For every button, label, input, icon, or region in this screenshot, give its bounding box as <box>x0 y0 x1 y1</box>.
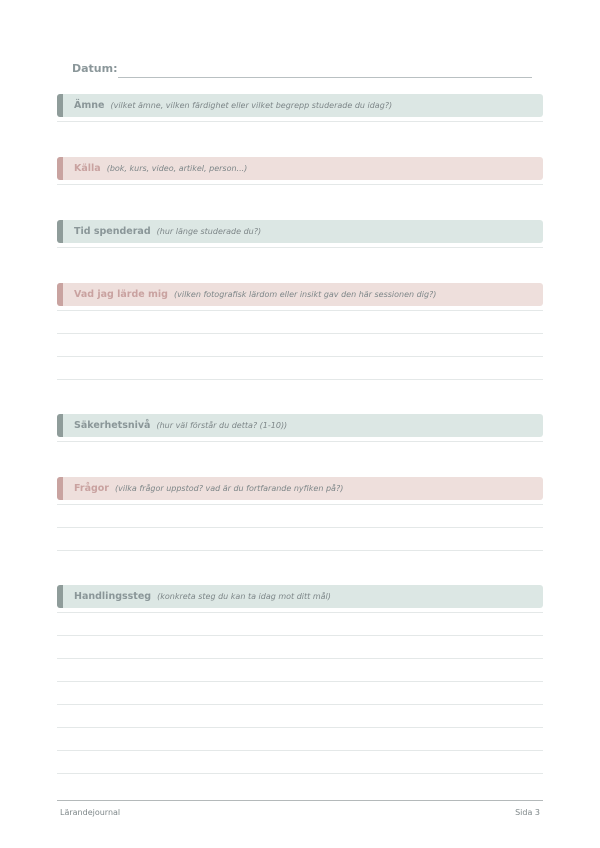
section-header <box>57 477 543 500</box>
section-hint: (bok, kurs, video, artikel, person...) <box>106 164 248 173</box>
writing-line[interactable] <box>57 658 543 659</box>
writing-line[interactable] <box>57 527 543 528</box>
writing-line[interactable] <box>57 333 543 334</box>
section-questions <box>57 477 543 500</box>
footer-page-number: Sida 3 <box>515 808 540 817</box>
section-title: Vad jag lärde mig <box>74 289 168 300</box>
writing-line[interactable] <box>57 750 543 751</box>
section-hint: (vilka frågor uppstod? vad är du fortfarande nyfiken på?) <box>115 484 344 493</box>
section-hint: (konkreta steg du kan ta idag mot ditt mål) <box>157 592 331 601</box>
writing-line[interactable] <box>57 247 543 248</box>
section-header <box>57 157 543 180</box>
writing-line[interactable] <box>57 379 543 380</box>
section-hint: (vilket ämne, vilken färdighet eller vilket begrepp studerade du idag?) <box>110 101 393 110</box>
section-hint: (hur väl förstår du detta? (1-10)) <box>156 421 288 430</box>
writing-line[interactable] <box>57 356 543 357</box>
section-title: Källa <box>74 163 101 174</box>
section-header <box>57 414 543 437</box>
section-header <box>57 283 543 306</box>
section-header <box>57 585 543 608</box>
section-title: Säkerhetsnivå <box>74 420 151 431</box>
section-title: Handlingssteg <box>74 591 152 602</box>
writing-line[interactable] <box>57 504 543 505</box>
writing-line[interactable] <box>57 550 543 551</box>
writing-line[interactable] <box>57 635 543 636</box>
section-what-i-learned <box>57 283 543 306</box>
writing-line[interactable] <box>57 704 543 705</box>
section-hint: (hur länge studerade du?) <box>156 227 262 236</box>
writing-line[interactable] <box>57 727 543 728</box>
writing-line[interactable] <box>57 681 543 682</box>
section-confidence-level <box>57 414 543 437</box>
section-topic <box>57 94 543 117</box>
section-title: Ämne <box>74 100 105 111</box>
section-source <box>57 157 543 180</box>
writing-line[interactable] <box>57 773 543 774</box>
date-write-line[interactable] <box>118 77 532 78</box>
date-label: Datum: <box>72 62 118 75</box>
writing-line[interactable] <box>57 310 543 311</box>
writing-line[interactable] <box>57 121 543 122</box>
footer-divider <box>57 800 543 801</box>
section-header <box>57 220 543 243</box>
writing-line[interactable] <box>57 441 543 442</box>
writing-line[interactable] <box>57 184 543 185</box>
date-field-row <box>72 62 532 80</box>
section-action-steps <box>57 585 543 608</box>
section-hint: (vilken fotografisk lärdom eller insikt gav den här sessionen dig?) <box>173 290 437 299</box>
footer-journal-title: Lärandejournal <box>60 808 121 817</box>
section-title: Tid spenderad <box>74 226 151 237</box>
writing-line[interactable] <box>57 612 543 613</box>
section-title: Frågor <box>74 483 109 494</box>
section-time-spent <box>57 220 543 243</box>
section-header <box>57 94 543 117</box>
